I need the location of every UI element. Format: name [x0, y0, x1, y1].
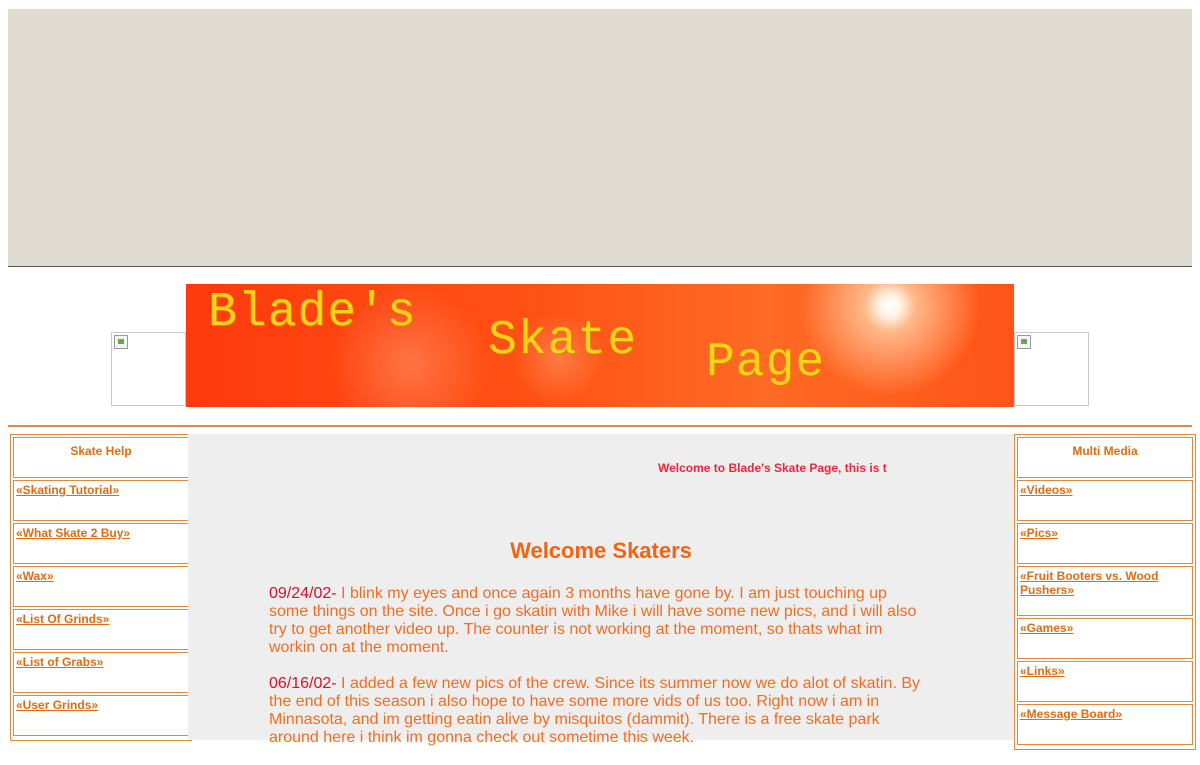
- sidebar-item-list-of-grinds: [13, 609, 189, 650]
- sidebar-item-links: [1017, 661, 1193, 702]
- page-heading: Welcome Skaters: [510, 538, 692, 563]
- sidebar-title: Multi Media: [1072, 444, 1138, 458]
- news-text: I blink my eyes and once again 3 months have gone by. I am just touching up some things on the site. Once i go skatin with Mike i will have some new pics, and i will also try to get another video up. The counter is not working at the moment, so thats what im workin on at the moment.: [269, 585, 917, 656]
- sidebar-item-skating-tutorial: [13, 480, 189, 521]
- skating-tutorial-link[interactable]: «Skating Tutorial»: [16, 483, 120, 497]
- what-skate-2-buy-link[interactable]: «What Skate 2 Buy»: [16, 526, 131, 540]
- header-divider: [8, 425, 1192, 427]
- news-date: 06/16/02-: [269, 675, 337, 692]
- sidebar-item-user-grinds: [13, 695, 189, 736]
- site-logo: [186, 284, 1014, 407]
- sidebar-title: Skate Help: [70, 444, 132, 458]
- news-date: 09/24/02-: [269, 585, 337, 602]
- news-item: [269, 585, 929, 657]
- fruit-booters-link[interactable]: «Fruit Booters vs. Wood Pushers»: [1020, 569, 1159, 597]
- sidebar-item-fruit-booters: [1017, 566, 1193, 616]
- pics-link[interactable]: «Pics»: [1020, 526, 1059, 540]
- ad-banner: [8, 9, 1192, 267]
- logo-word-page: Page: [706, 336, 826, 390]
- games-link[interactable]: «Games»: [1020, 621, 1074, 635]
- logo-word-skate: Skate: [488, 314, 638, 368]
- welcome-marquee: Welcome to Blade's Skate Page, this is t: [658, 461, 887, 475]
- list-of-grabs-link[interactable]: «List of Grabs»: [16, 655, 104, 669]
- videos-link[interactable]: «Videos»: [1020, 483, 1073, 497]
- sidebar-item-message-board: [1017, 704, 1193, 745]
- wax-link[interactable]: «Wax»: [16, 569, 54, 583]
- main-content: [188, 434, 1014, 746]
- sidebar-item-games: [1017, 618, 1193, 659]
- message-board-link[interactable]: «Message Board»: [1020, 707, 1123, 721]
- sidebar-item-list-of-grabs: [13, 652, 189, 693]
- news-text: I added a few new pics of the crew. Since its summer now we do alot of skatin. By the end of this season i also hope to have some more vids of us too. Right now i am in Minnasota, and im getting eatin alive by misquitos (dammit). There is a free skate park around here i think im gonna check out sometime this week.: [269, 675, 920, 746]
- left-header-image: [111, 332, 186, 406]
- logo-word-blades: Blade's: [208, 286, 417, 340]
- news-list: [269, 585, 929, 765]
- user-grinds-link[interactable]: «User Grinds»: [16, 698, 99, 712]
- left-sidebar: [10, 434, 192, 741]
- right-sidebar: [1014, 434, 1196, 750]
- sidebar-item-pics: [1017, 523, 1193, 564]
- links-link[interactable]: «Links»: [1020, 664, 1065, 678]
- sidebar-title-cell: [1017, 437, 1193, 478]
- sidebar-item-what-skate-2-buy: [13, 523, 189, 564]
- broken-image-icon: [1017, 335, 1031, 349]
- news-item: [269, 675, 929, 747]
- broken-image-icon: [114, 335, 128, 349]
- sidebar-item-wax: [13, 566, 189, 607]
- sidebar-item-videos: [1017, 480, 1193, 521]
- right-header-image: [1014, 332, 1089, 406]
- sidebar-title-cell: [13, 437, 189, 478]
- list-of-grinds-link[interactable]: «List Of Grinds»: [16, 612, 110, 626]
- site-header: [0, 267, 1200, 425]
